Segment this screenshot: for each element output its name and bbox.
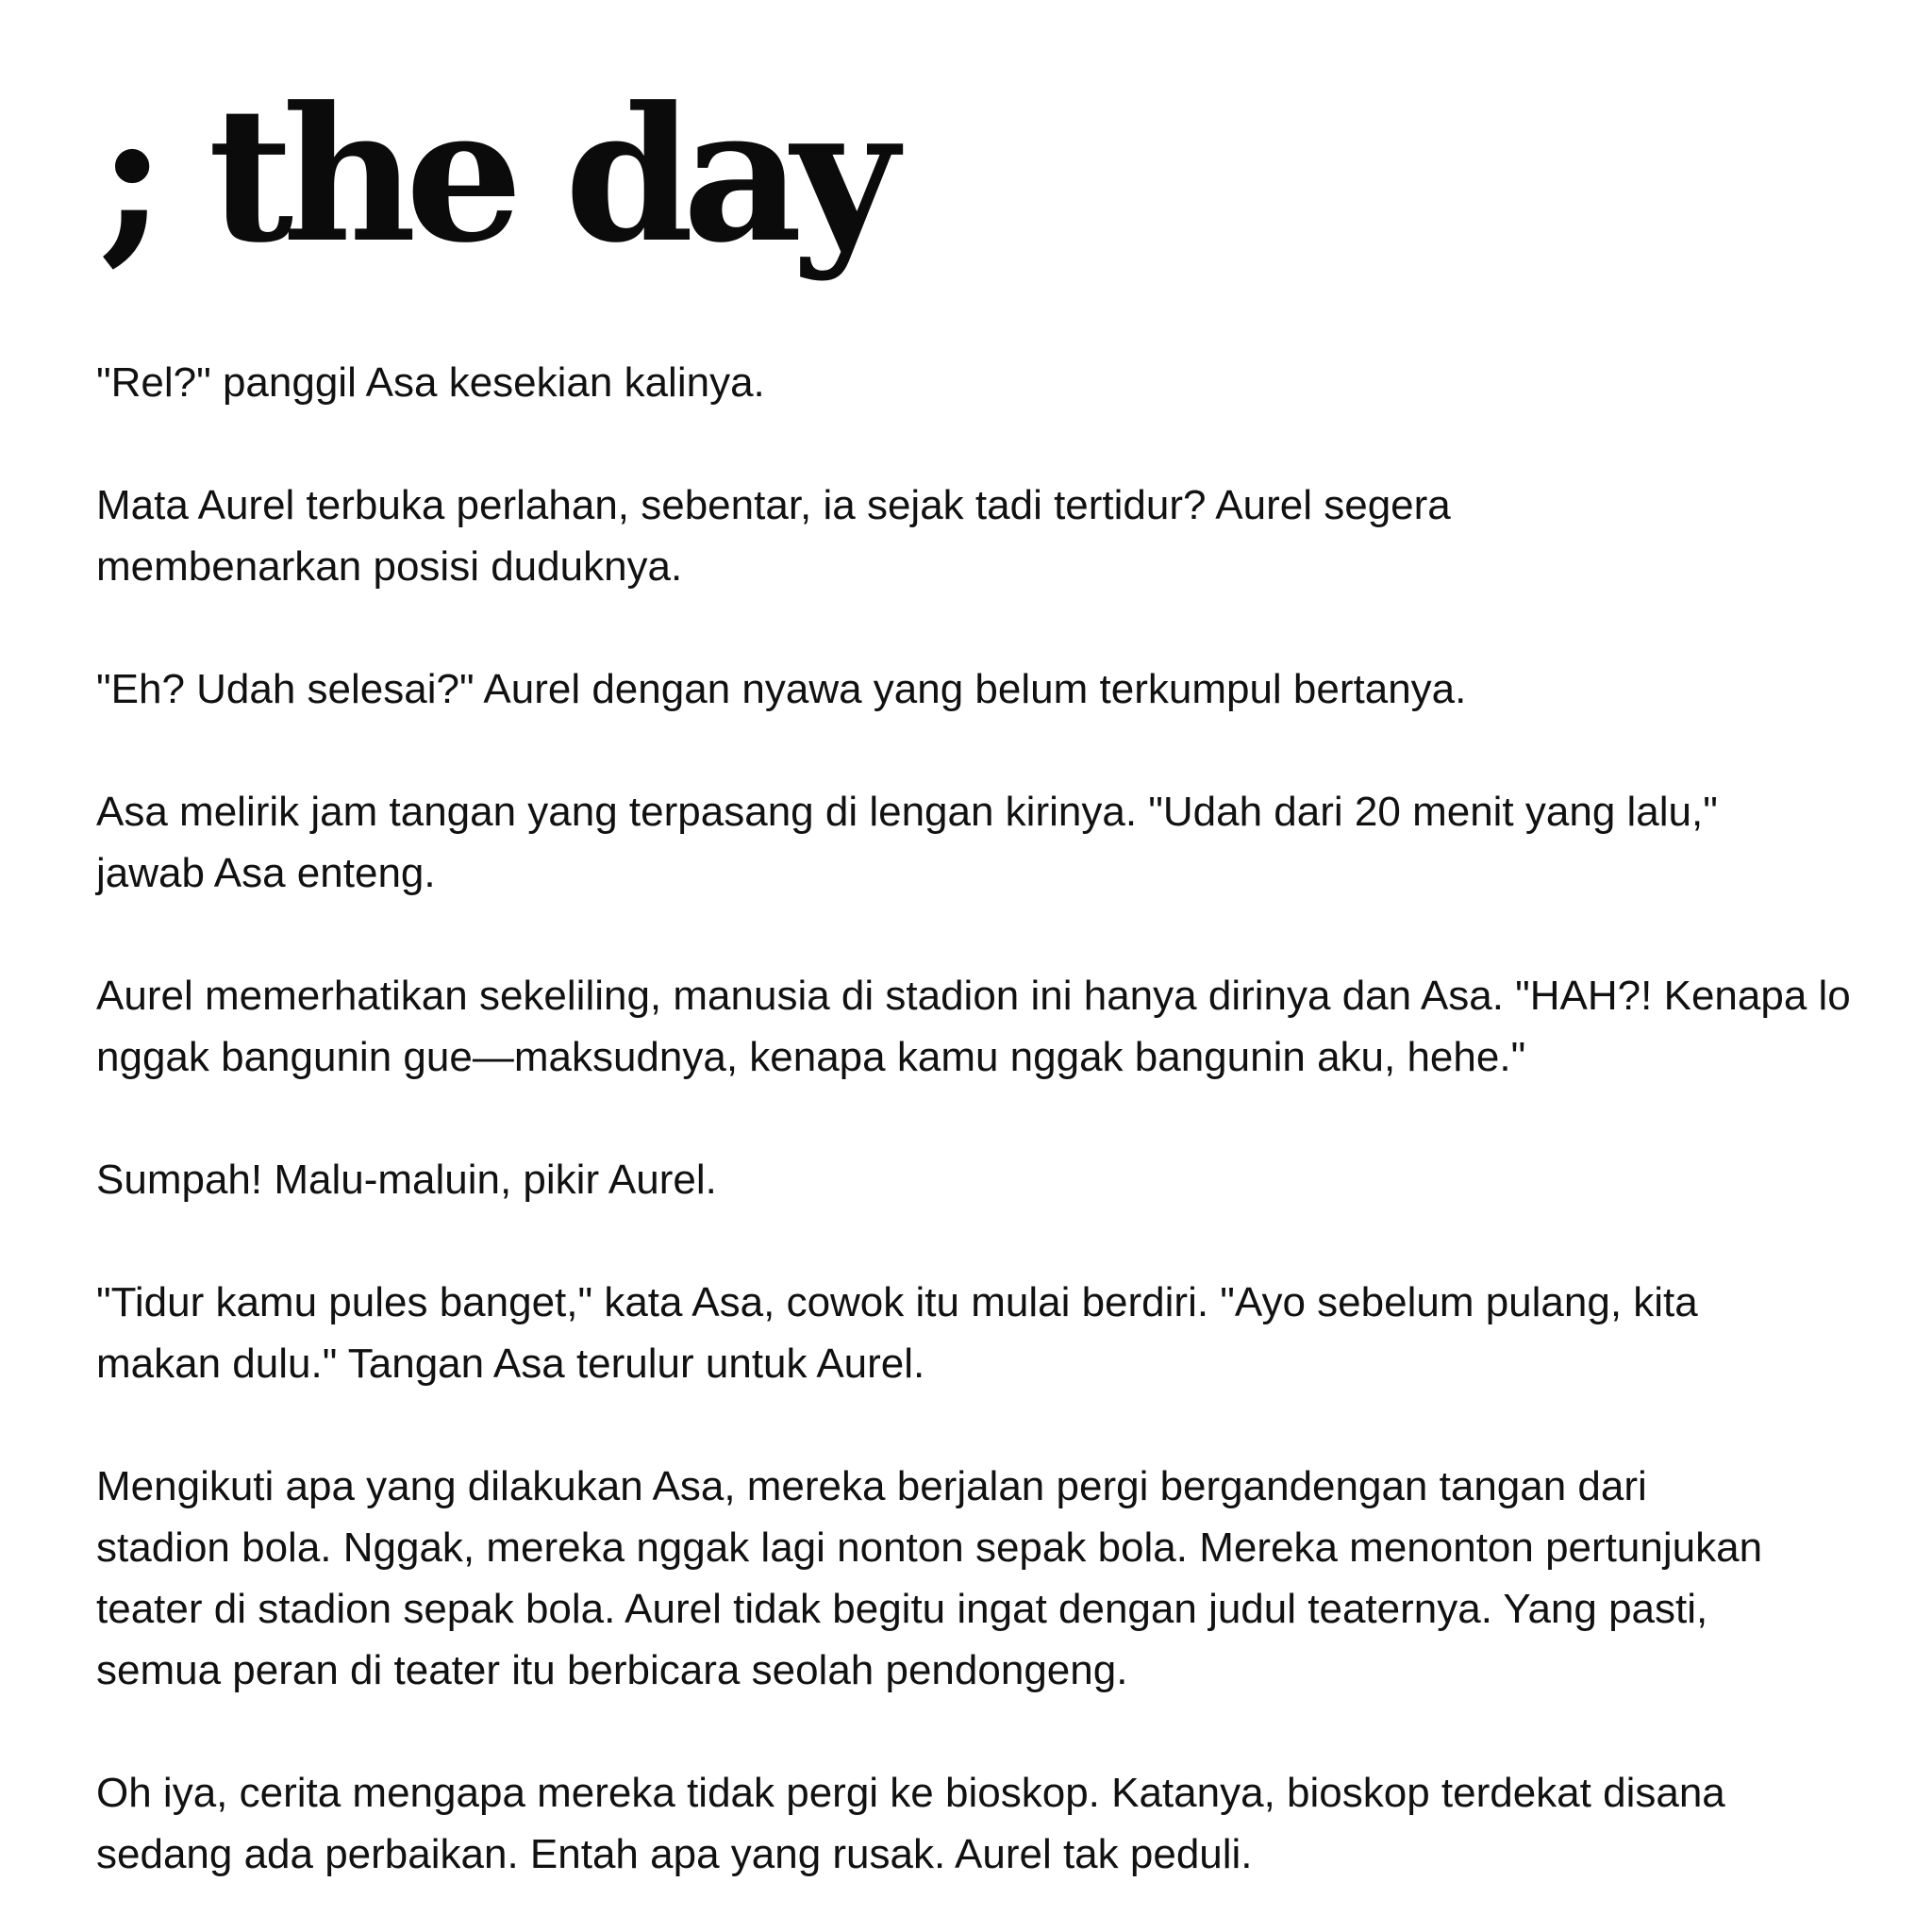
paragraph-7: "Tidur kamu pules banget," kata Asa, cowok itu mulai berdiri. "Ayo sebelum pulang, kita makan dulu." Tangan Asa terulur untuk Aurel. xyxy=(96,1279,1698,1387)
paragraph-2: Mata Aurel terbuka perlahan, sebentar, ia sejak tadi tertidur? Aurel segera membenarkan posisi duduknya. xyxy=(96,482,1451,590)
paragraph-5: Aurel memerhatikan sekeliling, manusia di stadion ini hanya dirinya dan Asa. "HAH?! Kenapa lo nggak bangunin gue—maksudnya, kenapa kamu nggak bangunin aku, hehe." xyxy=(96,973,1851,1080)
paragraph-9: Oh iya, cerita mengapa mereka tidak pergi ke bioskop. Katanya, bioskop terdekat disana sedang ada perbaikan. Entah apa yang rusak. Aurel tak peduli. xyxy=(96,1770,1725,1877)
page-title: ; the day xyxy=(98,67,888,284)
paragraph-6: Sumpah! Malu-maluin, pikir Aurel. xyxy=(96,1157,717,1203)
paragraph-1: "Rel?" panggil Asa kesekian kalinya. xyxy=(96,359,765,406)
paragraph-3: "Eh? Udah selesai?" Aurel dengan nyawa yang belum terkumpul bertanya. xyxy=(96,666,1467,712)
story-body xyxy=(96,352,1870,1885)
paragraph-8: Mengikuti apa yang dilakukan Asa, mereka berjalan pergi bergandengan tangan dari stadion bola. Nggak, mereka nggak lagi nonton sepak bola. Mereka menonton pertunjukan teater di stadion sepak bola. Aurel tidak begitu ingat dengan judul teaternya. Yang pasti, semua peran di teater itu berbicara seolah pendongeng. xyxy=(96,1463,1763,1693)
paragraph-4: Asa melirik jam tangan yang terpasang di lengan kirinya. "Udah dari 20 menit yang lalu," jawab Asa enteng. xyxy=(96,789,1718,896)
